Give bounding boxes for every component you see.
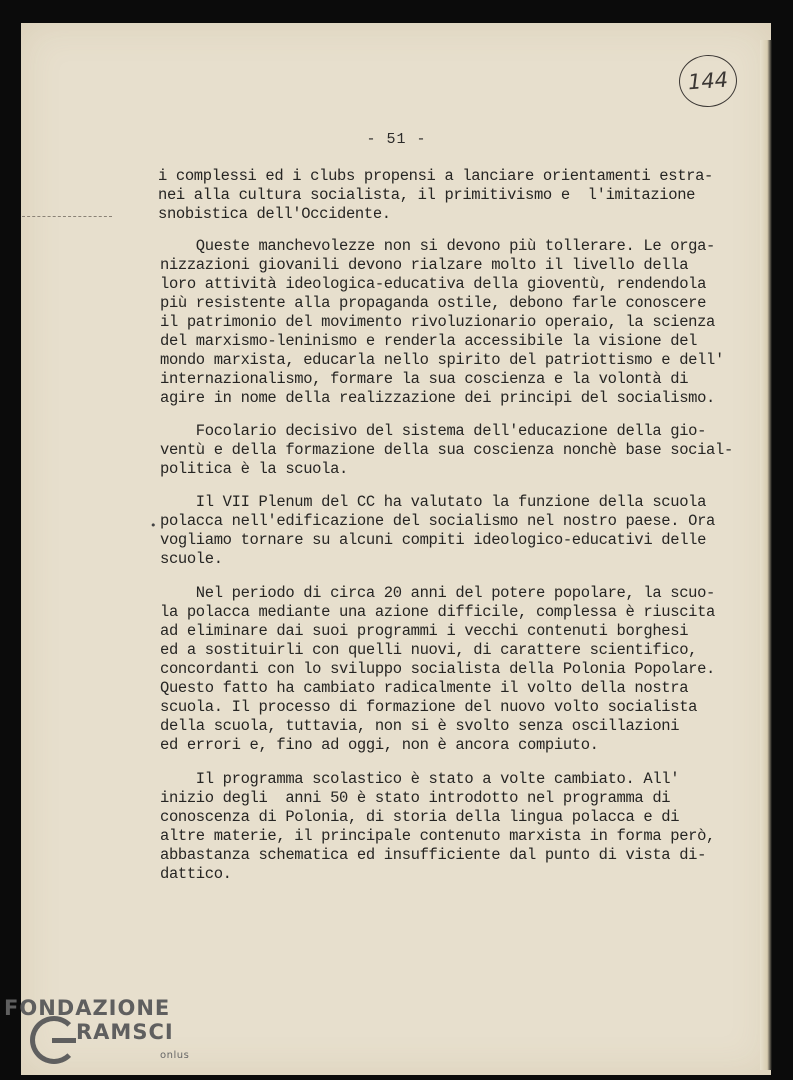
text-line: Questo fatto ha cambiato radicalmente il volto della nostra [160, 679, 689, 697]
text-line: concordanti con lo sviluppo socialista della Polonia Popolare. [160, 660, 715, 678]
margin-dot-mark: • [150, 519, 157, 532]
text-line: Nel periodo di circa 20 anni del potere popolare, la scuo- [160, 584, 715, 602]
text-line: politica è la scuola. [160, 460, 348, 478]
text-line: nizzazioni giovanili devono rialzare molto il livello della [160, 256, 689, 274]
text-line: Il VII Plenum del CC ha valutato la funzione della scuola [160, 493, 707, 511]
text-line: la polacca mediante una azione difficile, complessa è riuscita [160, 603, 715, 621]
text-line: il patrimonio del movimento rivoluzionario operaio, la scienza [160, 313, 715, 331]
text-line: vogliamo tornare su alcuni compiti ideologico-educativi delle [160, 531, 707, 549]
text-line: ed errori e, fino ad oggi, non è ancora compiuto. [160, 736, 599, 754]
text-line: internazionalismo, formare la sua coscienza e la volontà di [160, 370, 689, 388]
text-line: agire in nome della realizzazione dei principi del socialismo. [160, 389, 715, 407]
text-line: polacca nell'edificazione del socialismo nel nostro paese. Ora [160, 512, 715, 530]
text-line: dattico. [160, 865, 232, 883]
watermark-line-2: RAMSCI [76, 1020, 174, 1044]
text-line: snobistica dell'Occidente. [158, 205, 391, 223]
text-line: mondo marxista, educarla nello spirito del patriottismo e dell' [160, 351, 724, 369]
text-line: del marxismo-leninismo e renderla accessibile la visione del [160, 332, 698, 350]
text-line: abbastanza schematica ed insufficiente dal punto di vista di- [160, 846, 707, 864]
text-line: loro attività ideologica-educativa della gioventù, rendendola [160, 275, 707, 293]
text-line: ventù e della formazione della sua coscienza nonchè base social- [160, 441, 733, 459]
text-line: Queste manchevolezze non si devono più tollerare. Le orga- [160, 237, 715, 255]
text-line: inizio degli anni 50 è stato introdotto nel programma di [160, 789, 671, 807]
text-line: ed a sostituirli con quelli nuovi, di carattere scientifico, [160, 641, 698, 659]
text-line: altre materie, il principale contenuto marxista in forma però, [160, 827, 715, 845]
watermark-line-1: FONDAZIONE [4, 996, 171, 1020]
text-line: ad eliminare dai suoi programmi i vecchi contenuti borghesi [160, 622, 689, 640]
text-line: scuola. Il processo di formazione del nuovo volto socialista [160, 698, 698, 716]
page-number: - 51 - [366, 131, 427, 148]
text-line: Il programma scolastico è stato a volte cambiato. All' [160, 770, 680, 788]
margin-dash-mark [22, 216, 112, 217]
watermark-g-bar [52, 1038, 76, 1043]
text-line: della scuola, tuttavia, non si è svolto senza oscillazioni [160, 717, 680, 735]
text-line: i complessi ed i clubs propensi a lanciare orientamenti estra- [158, 167, 713, 185]
watermark-line-3: onlus [160, 1050, 190, 1061]
text-line: Focolario decisivo del sistema dell'educazione della gio- [160, 422, 707, 440]
text-line: nei alla cultura socialista, il primitivismo e l'imitazione [158, 186, 696, 204]
text-line: conoscenza di Polonia, di storia della lingua polacca e di [160, 808, 680, 826]
handwritten-folio-number: 144 [677, 53, 738, 109]
text-line: scuole. [160, 550, 223, 568]
text-line: più resistente alla propaganda ostile, debono farle conoscere [160, 294, 707, 312]
